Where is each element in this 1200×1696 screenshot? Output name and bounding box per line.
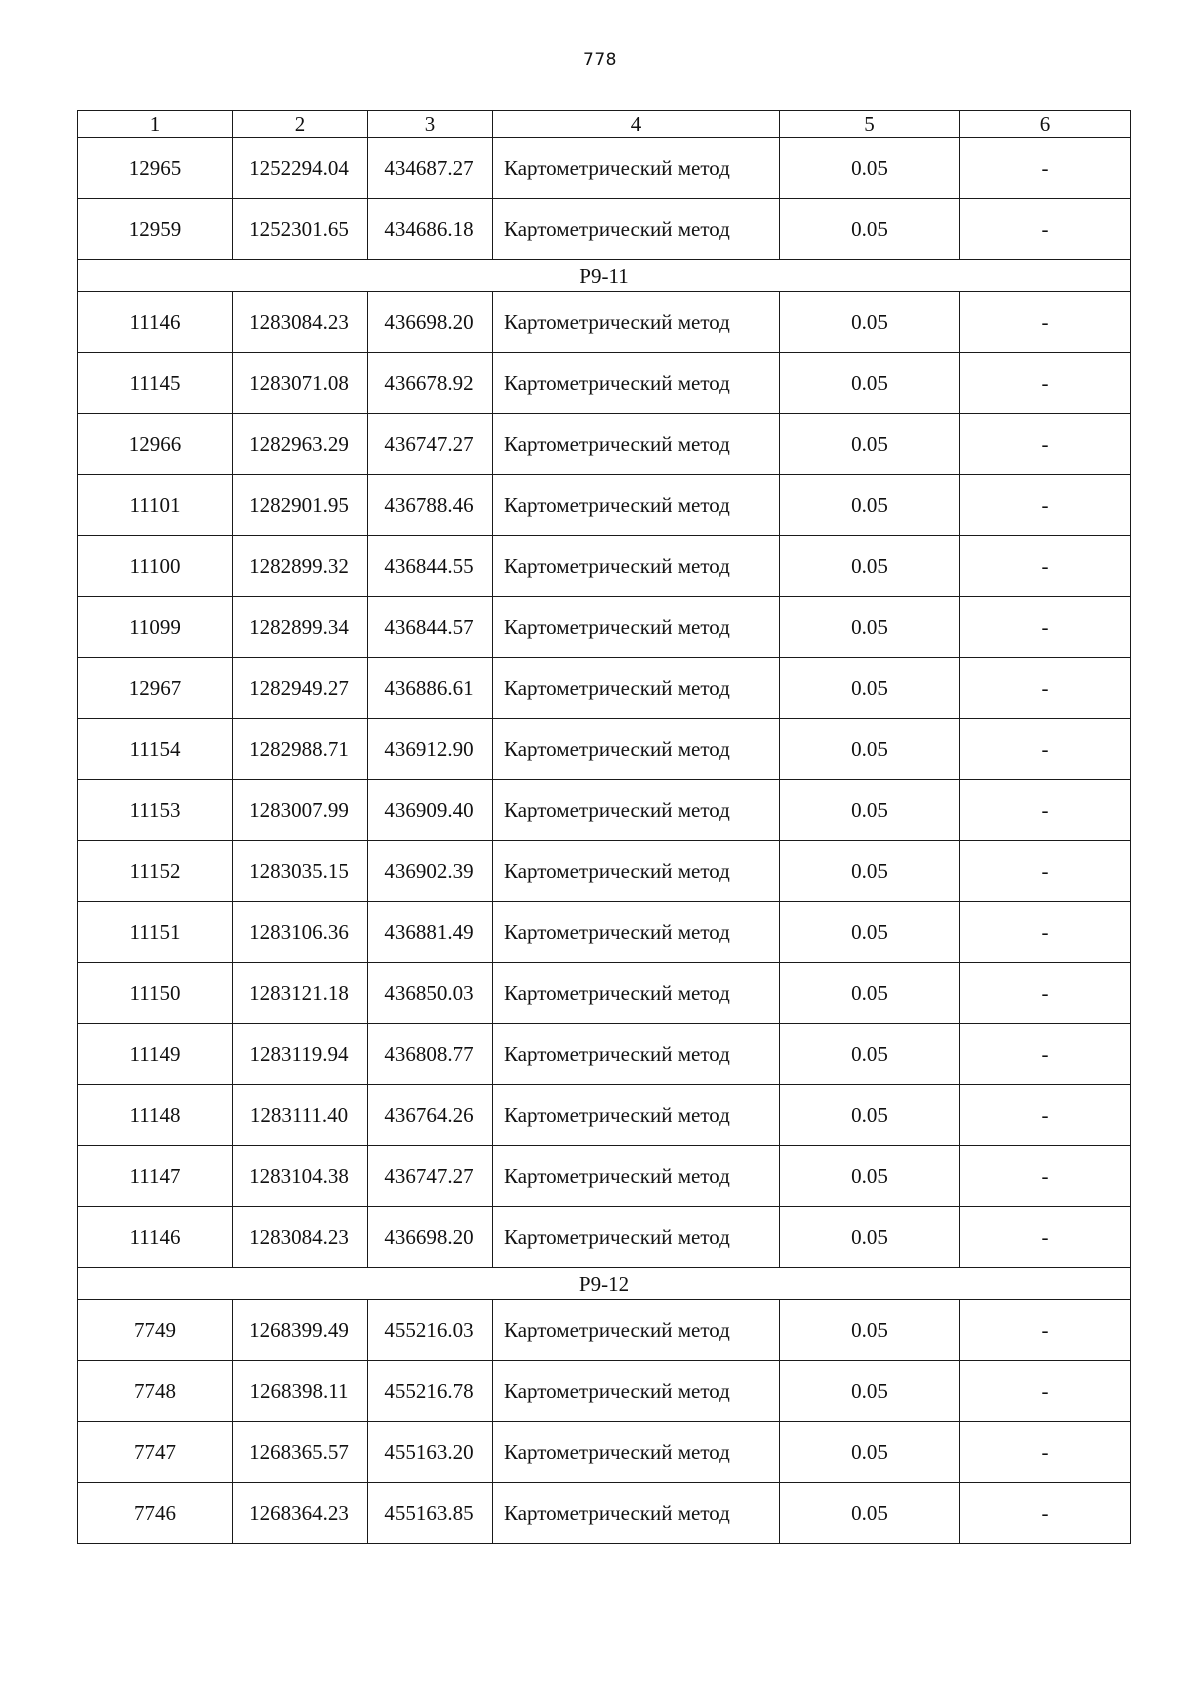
accuracy-cell: 0.05 bbox=[780, 414, 960, 475]
note-cell: - bbox=[960, 780, 1131, 841]
point-number-cell: 11151 bbox=[78, 902, 233, 963]
table-header-row bbox=[78, 111, 1131, 138]
point-number-cell: 11148 bbox=[78, 1085, 233, 1146]
note-cell: - bbox=[960, 1422, 1131, 1483]
note-cell: - bbox=[960, 1024, 1131, 1085]
point-number-cell: 11146 bbox=[78, 292, 233, 353]
method-cell: Картометрический метод bbox=[493, 1422, 780, 1483]
method-cell: Картометрический метод bbox=[493, 1024, 780, 1085]
x-coordinate-cell: 1283071.08 bbox=[233, 353, 368, 414]
table-row bbox=[78, 475, 1131, 536]
column-header: 3 bbox=[368, 111, 493, 138]
note-cell: - bbox=[960, 138, 1131, 199]
note-cell: - bbox=[960, 353, 1131, 414]
method-cell: Картометрический метод bbox=[493, 1483, 780, 1544]
point-number-cell: 11101 bbox=[78, 475, 233, 536]
y-coordinate-cell: 436850.03 bbox=[368, 963, 493, 1024]
point-number-cell: 11154 bbox=[78, 719, 233, 780]
accuracy-cell: 0.05 bbox=[780, 536, 960, 597]
accuracy-cell: 0.05 bbox=[780, 902, 960, 963]
method-cell: Картометрический метод bbox=[493, 902, 780, 963]
x-coordinate-cell: 1252294.04 bbox=[233, 138, 368, 199]
x-coordinate-cell: 1268399.49 bbox=[233, 1300, 368, 1361]
table-row bbox=[78, 1422, 1131, 1483]
method-cell: Картометрический метод bbox=[493, 658, 780, 719]
x-coordinate-cell: 1283106.36 bbox=[233, 902, 368, 963]
y-coordinate-cell: 436698.20 bbox=[368, 292, 493, 353]
note-cell: - bbox=[960, 1207, 1131, 1268]
point-number-cell: 11145 bbox=[78, 353, 233, 414]
y-coordinate-cell: 455163.85 bbox=[368, 1483, 493, 1544]
accuracy-cell: 0.05 bbox=[780, 1300, 960, 1361]
accuracy-cell: 0.05 bbox=[780, 1085, 960, 1146]
point-number-cell: 7747 bbox=[78, 1422, 233, 1483]
table-row bbox=[78, 902, 1131, 963]
y-coordinate-cell: 434686.18 bbox=[368, 199, 493, 260]
note-cell: - bbox=[960, 841, 1131, 902]
accuracy-cell: 0.05 bbox=[780, 1207, 960, 1268]
y-coordinate-cell: 436909.40 bbox=[368, 780, 493, 841]
x-coordinate-cell: 1282901.95 bbox=[233, 475, 368, 536]
x-coordinate-cell: 1282949.27 bbox=[233, 658, 368, 719]
method-cell: Картометрический метод bbox=[493, 1207, 780, 1268]
y-coordinate-cell: 436881.49 bbox=[368, 902, 493, 963]
note-cell: - bbox=[960, 963, 1131, 1024]
point-number-cell: 11100 bbox=[78, 536, 233, 597]
x-coordinate-cell: 1282963.29 bbox=[233, 414, 368, 475]
note-cell: - bbox=[960, 1146, 1131, 1207]
point-number-cell: 12965 bbox=[78, 138, 233, 199]
x-coordinate-cell: 1268365.57 bbox=[233, 1422, 368, 1483]
y-coordinate-cell: 436698.20 bbox=[368, 1207, 493, 1268]
method-cell: Картометрический метод bbox=[493, 1146, 780, 1207]
point-number-cell: 12967 bbox=[78, 658, 233, 719]
method-cell: Картометрический метод bbox=[493, 780, 780, 841]
accuracy-cell: 0.05 bbox=[780, 138, 960, 199]
point-number-cell: 7749 bbox=[78, 1300, 233, 1361]
note-cell: - bbox=[960, 902, 1131, 963]
point-number-cell: 11153 bbox=[78, 780, 233, 841]
method-cell: Картометрический метод bbox=[493, 597, 780, 658]
note-cell: - bbox=[960, 199, 1131, 260]
table-body bbox=[78, 111, 1131, 1544]
table-row bbox=[78, 597, 1131, 658]
method-cell: Картометрический метод bbox=[493, 292, 780, 353]
section-header-row bbox=[78, 1268, 1131, 1300]
x-coordinate-cell: 1283111.40 bbox=[233, 1085, 368, 1146]
accuracy-cell: 0.05 bbox=[780, 1361, 960, 1422]
y-coordinate-cell: 434687.27 bbox=[368, 138, 493, 199]
page-number: 778 bbox=[583, 50, 617, 70]
method-cell: Картометрический метод bbox=[493, 841, 780, 902]
method-cell: Картометрический метод bbox=[493, 1361, 780, 1422]
column-header: 4 bbox=[493, 111, 780, 138]
table-row bbox=[78, 536, 1131, 597]
accuracy-cell: 0.05 bbox=[780, 1483, 960, 1544]
method-cell: Картометрический метод bbox=[493, 1085, 780, 1146]
accuracy-cell: 0.05 bbox=[780, 292, 960, 353]
point-number-cell: 11149 bbox=[78, 1024, 233, 1085]
accuracy-cell: 0.05 bbox=[780, 719, 960, 780]
table-row bbox=[78, 1361, 1131, 1422]
accuracy-cell: 0.05 bbox=[780, 1422, 960, 1483]
y-coordinate-cell: 436747.27 bbox=[368, 414, 493, 475]
x-coordinate-cell: 1283104.38 bbox=[233, 1146, 368, 1207]
accuracy-cell: 0.05 bbox=[780, 475, 960, 536]
table-row bbox=[78, 1207, 1131, 1268]
accuracy-cell: 0.05 bbox=[780, 199, 960, 260]
note-cell: - bbox=[960, 475, 1131, 536]
x-coordinate-cell: 1283084.23 bbox=[233, 1207, 368, 1268]
method-cell: Картометрический метод bbox=[493, 475, 780, 536]
y-coordinate-cell: 455163.20 bbox=[368, 1422, 493, 1483]
point-number-cell: 11099 bbox=[78, 597, 233, 658]
table-row bbox=[78, 1146, 1131, 1207]
method-cell: Картометрический метод bbox=[493, 719, 780, 780]
method-cell: Картометрический метод bbox=[493, 414, 780, 475]
table-row bbox=[78, 1300, 1131, 1361]
method-cell: Картометрический метод bbox=[493, 963, 780, 1024]
point-number-cell: 7746 bbox=[78, 1483, 233, 1544]
point-number-cell: 11147 bbox=[78, 1146, 233, 1207]
y-coordinate-cell: 436764.26 bbox=[368, 1085, 493, 1146]
accuracy-cell: 0.05 bbox=[780, 1024, 960, 1085]
x-coordinate-cell: 1283007.99 bbox=[233, 780, 368, 841]
x-coordinate-cell: 1282899.32 bbox=[233, 536, 368, 597]
method-cell: Картометрический метод bbox=[493, 353, 780, 414]
x-coordinate-cell: 1283121.18 bbox=[233, 963, 368, 1024]
note-cell: - bbox=[960, 658, 1131, 719]
accuracy-cell: 0.05 bbox=[780, 353, 960, 414]
x-coordinate-cell: 1268364.23 bbox=[233, 1483, 368, 1544]
section-title: Р9-11 bbox=[78, 260, 1131, 292]
y-coordinate-cell: 436747.27 bbox=[368, 1146, 493, 1207]
table-row bbox=[78, 414, 1131, 475]
table-row bbox=[78, 138, 1131, 199]
table-row bbox=[78, 199, 1131, 260]
point-number-cell: 11152 bbox=[78, 841, 233, 902]
point-number-cell: 12959 bbox=[78, 199, 233, 260]
table-row bbox=[78, 963, 1131, 1024]
note-cell: - bbox=[960, 1361, 1131, 1422]
column-header: 2 bbox=[233, 111, 368, 138]
y-coordinate-cell: 436844.55 bbox=[368, 536, 493, 597]
table-row bbox=[78, 1483, 1131, 1544]
accuracy-cell: 0.05 bbox=[780, 597, 960, 658]
y-coordinate-cell: 455216.03 bbox=[368, 1300, 493, 1361]
coordinates-table bbox=[77, 110, 1131, 1544]
table-row bbox=[78, 1024, 1131, 1085]
accuracy-cell: 0.05 bbox=[780, 658, 960, 719]
note-cell: - bbox=[960, 414, 1131, 475]
x-coordinate-cell: 1282988.71 bbox=[233, 719, 368, 780]
table-row bbox=[78, 780, 1131, 841]
y-coordinate-cell: 436912.90 bbox=[368, 719, 493, 780]
y-coordinate-cell: 436788.46 bbox=[368, 475, 493, 536]
x-coordinate-cell: 1282899.34 bbox=[233, 597, 368, 658]
note-cell: - bbox=[960, 1483, 1131, 1544]
x-coordinate-cell: 1268398.11 bbox=[233, 1361, 368, 1422]
note-cell: - bbox=[960, 1085, 1131, 1146]
y-coordinate-cell: 436844.57 bbox=[368, 597, 493, 658]
column-header: 5 bbox=[780, 111, 960, 138]
point-number-cell: 11150 bbox=[78, 963, 233, 1024]
table-row bbox=[78, 1085, 1131, 1146]
method-cell: Картометрический метод bbox=[493, 138, 780, 199]
x-coordinate-cell: 1283084.23 bbox=[233, 292, 368, 353]
method-cell: Картометрический метод bbox=[493, 536, 780, 597]
point-number-cell: 11146 bbox=[78, 1207, 233, 1268]
note-cell: - bbox=[960, 719, 1131, 780]
table-row bbox=[78, 841, 1131, 902]
table-row bbox=[78, 658, 1131, 719]
table-row bbox=[78, 353, 1131, 414]
y-coordinate-cell: 436886.61 bbox=[368, 658, 493, 719]
point-number-cell: 7748 bbox=[78, 1361, 233, 1422]
method-cell: Картометрический метод bbox=[493, 199, 780, 260]
note-cell: - bbox=[960, 536, 1131, 597]
section-header-row bbox=[78, 260, 1131, 292]
accuracy-cell: 0.05 bbox=[780, 841, 960, 902]
point-number-cell: 12966 bbox=[78, 414, 233, 475]
table-row bbox=[78, 292, 1131, 353]
x-coordinate-cell: 1283119.94 bbox=[233, 1024, 368, 1085]
table-row bbox=[78, 719, 1131, 780]
accuracy-cell: 0.05 bbox=[780, 1146, 960, 1207]
x-coordinate-cell: 1283035.15 bbox=[233, 841, 368, 902]
accuracy-cell: 0.05 bbox=[780, 780, 960, 841]
y-coordinate-cell: 436678.92 bbox=[368, 353, 493, 414]
column-header: 6 bbox=[960, 111, 1131, 138]
column-header: 1 bbox=[78, 111, 233, 138]
note-cell: - bbox=[960, 292, 1131, 353]
method-cell: Картометрический метод bbox=[493, 1300, 780, 1361]
note-cell: - bbox=[960, 1300, 1131, 1361]
y-coordinate-cell: 455216.78 bbox=[368, 1361, 493, 1422]
section-title: Р9-12 bbox=[78, 1268, 1131, 1300]
y-coordinate-cell: 436902.39 bbox=[368, 841, 493, 902]
x-coordinate-cell: 1252301.65 bbox=[233, 199, 368, 260]
y-coordinate-cell: 436808.77 bbox=[368, 1024, 493, 1085]
accuracy-cell: 0.05 bbox=[780, 963, 960, 1024]
note-cell: - bbox=[960, 597, 1131, 658]
